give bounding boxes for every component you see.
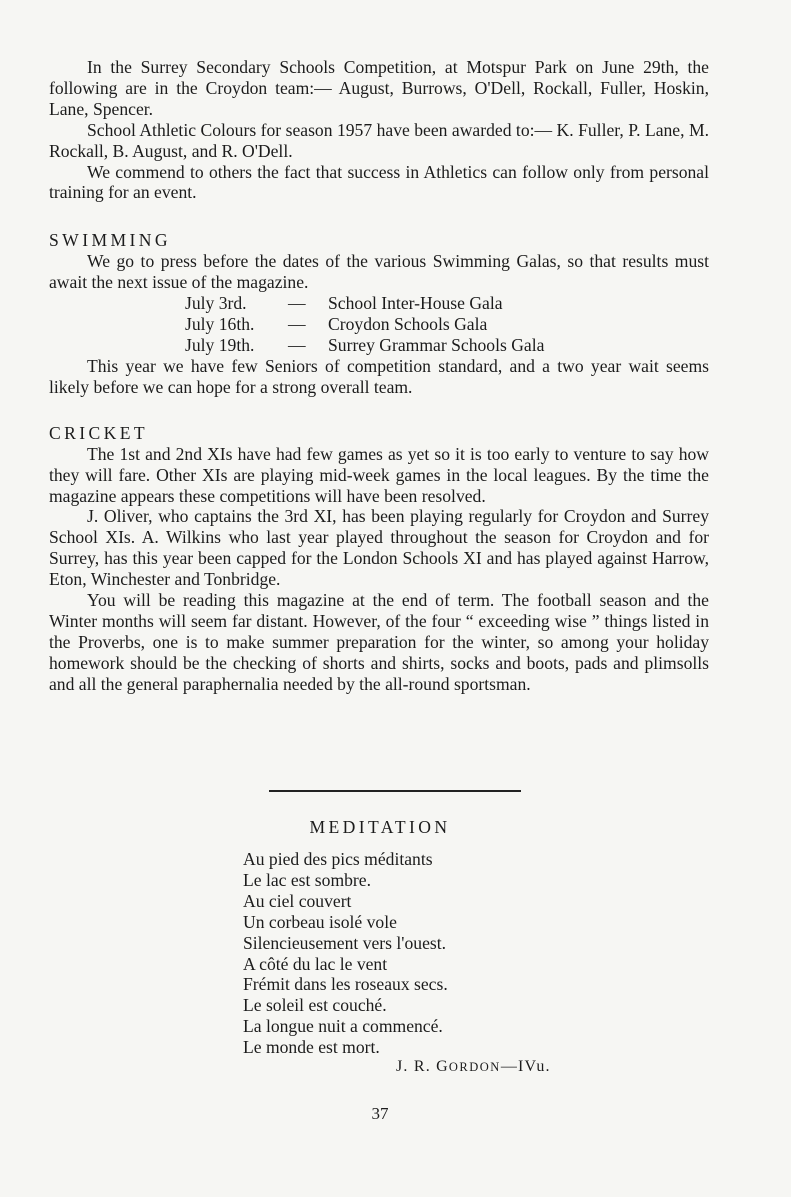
poem-line: Au pied des pics méditants [243, 849, 433, 869]
gala-event: Croydon Schools Gala [328, 314, 488, 335]
poem-author [396, 1058, 551, 1076]
gala-date: July 16th. [185, 314, 255, 335]
poem-line: Le monde est mort. [243, 1037, 380, 1058]
cricket-para-1: The 1st and 2nd XIs have had few games as yet so it is too early to venture to say how they will fare. Other XIs are playing mid-week games in the local leagues. By the time the magazine appears these competitions will have been resolved. [49, 443, 709, 506]
gala-dash: — [288, 314, 306, 335]
poem-line: Un corbeau isolé vole [243, 911, 397, 932]
athletics-para-2: School Athletic Colours for season 1957 have been awarded to:— K. Fuller, P. Lane, M. Rockall, B. August, and R. O'Dell. [49, 119, 709, 161]
poem-line: Frémit dans les roseaux secs. [243, 974, 448, 995]
section-divider [269, 790, 521, 792]
gala-row [185, 293, 709, 314]
athletics-para-1: In the Surrey Secondary Schools Competition, at Motspur Park on June 29th, the following are in the Croydon team:— August, Burrows, O'Dell, Rockall, Fuller, Hoskin, Lane, Spencer. [49, 57, 709, 119]
author-surname-smallcaps: ORDON [448, 1060, 501, 1074]
gala-date: July 3rd. [185, 293, 247, 314]
poem-line: Au ciel couvert [243, 890, 352, 911]
author-form: —IVu. [500, 1058, 551, 1075]
poem-line: A côté du lac le vent [243, 953, 388, 974]
gala-event: School Inter-House Gala [328, 293, 503, 314]
gala-dash: — [288, 293, 306, 314]
author-initials: J. R. G [396, 1058, 449, 1075]
swimming-para-2: This year we have few Seniors of competition standard, and a two year wait seems likely before we can hope for a strong overall team. [49, 355, 709, 397]
gala-date: July 19th. [185, 334, 255, 355]
poem-line: Silencieusement vers l'ouest. [243, 932, 447, 953]
gala-event: Surrey Grammar Schools Gala [328, 334, 545, 355]
poem-title: MEDITATION [309, 817, 451, 837]
gala-dash: — [288, 334, 306, 355]
cricket-para-3: You will be reading this magazine at the end of term. The football season and the Winter months will seem far distant. However, of the four “ exceeding wise ” things listed in the Proverbs, one is to make summer preparation for the winter, so among your holiday homework should be the checking of shorts and shirts, socks and boots, pads and plimsolls and all the general paraphernalia needed by the all-round sportsman. [49, 590, 709, 694]
poem-line: Le lac est sombre. [243, 869, 371, 890]
page-number: 37 [371, 1104, 389, 1123]
article-body [49, 57, 709, 695]
gala-row [185, 335, 709, 356]
swimming-para-1: We go to press before the dates of the various Swimming Galas, so that results must await the next issue of the magazine. [49, 251, 709, 293]
cricket-para-2: J. Oliver, who captains the 3rd XI, has been playing regularly for Croydon and Surrey School XIs. A. Wilkins who last year played throughout the season for Croydon and for Surrey, has this year been capped for the London Schools XI and has played against Harrow, Eton, Winchester and Tonbridge. [49, 506, 709, 590]
poem-line: Le soleil est couché. [243, 995, 387, 1016]
athletics-para-3: We commend to others the fact that success in Athletics can follow only from personal training for an event. [49, 161, 709, 203]
poem-line: La longue nuit a commencé. [243, 1016, 443, 1037]
poem-body [243, 849, 448, 1058]
cricket-heading: CRICKET [49, 422, 149, 443]
gala-schedule [185, 293, 709, 356]
swimming-heading: SWIMMING [49, 230, 172, 251]
gala-row [185, 314, 709, 335]
